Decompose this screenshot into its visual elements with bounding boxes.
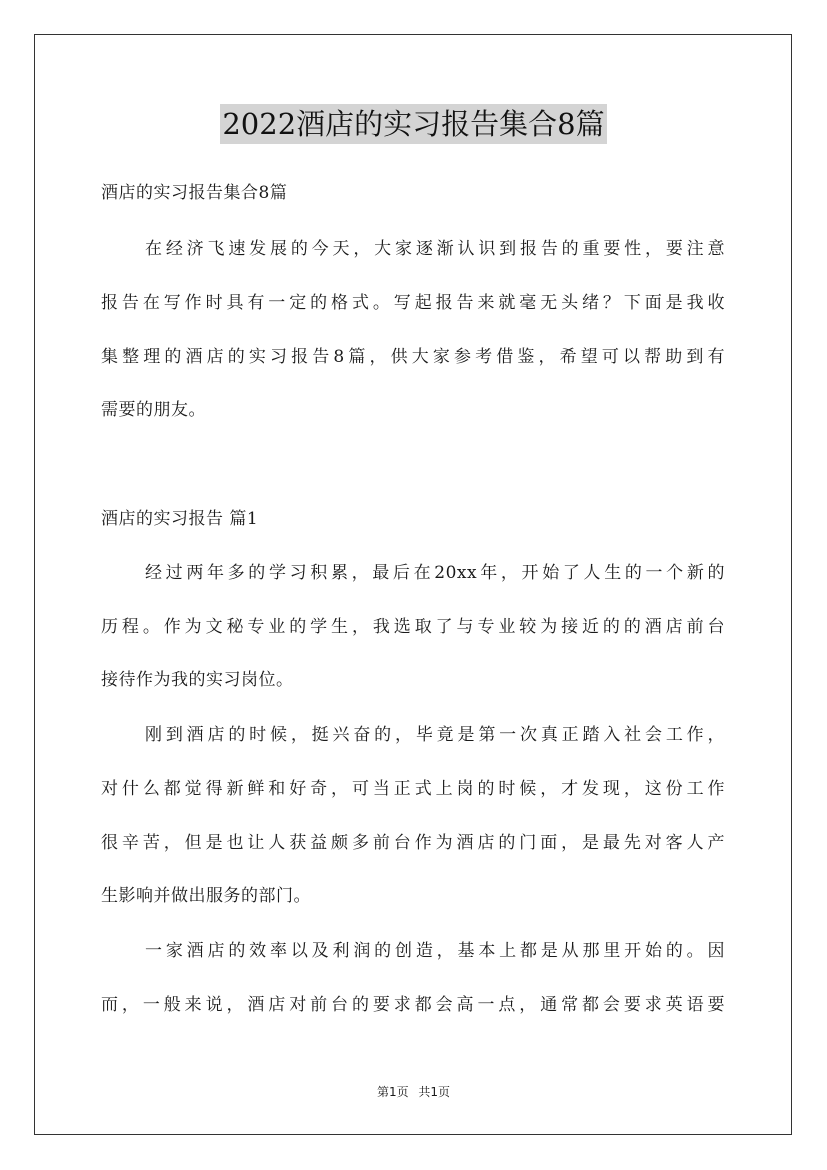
intro-line-2: 报告在写作时具有一定的格式。写起报告来就毫无头绪？下面是我收 [101, 293, 725, 313]
paragraph-3-line-1: 一家酒店的效率以及利润的创造，基本上都是从那里开始的。因 [145, 941, 725, 961]
page-total: 共1页 [418, 1085, 451, 1099]
intro-line-3: 集整理的酒店的实习报告8篇，供大家参考借鉴，希望可以帮助到有 [101, 347, 725, 367]
paragraph-3-line-2: 而，一般来说，酒店对前台的要求都会高一点，通常都会要求英语要 [101, 995, 725, 1015]
intro-line-4: 需要的朋友。 [101, 400, 206, 420]
section-heading: 酒店的实习报告 篇1 [101, 509, 259, 529]
paragraph-1-line-2: 历程。作为文秘专业的学生，我选取了与专业较为接近的的酒店前台 [101, 617, 725, 637]
subtitle: 酒店的实习报告集合8篇 [101, 183, 288, 203]
paragraph-1-line-1: 经过两年多的学习积累，最后在20xx年，开始了人生的一个新的 [145, 563, 725, 583]
paragraph-1-line-3: 接待作为我的实习岗位。 [101, 670, 294, 690]
intro-line-1: 在经济飞速发展的今天，大家逐渐认识到报告的重要性，要注意 [145, 239, 725, 259]
page-number: 第1页 [376, 1085, 409, 1099]
paragraph-2-line-3: 很辛苦，但是也让人获益颇多前台作为酒店的门面，是最先对客人产 [101, 833, 725, 853]
page-footer [0, 1084, 827, 1100]
title-container [0, 104, 827, 144]
document-title: 2022酒店的实习报告集合8篇 [220, 104, 606, 144]
paragraph-2-line-2: 对什么都觉得新鲜和好奇，可当正式上岗的时候，才发现，这份工作 [101, 779, 725, 799]
paragraph-2-line-1: 刚到酒店的时候，挺兴奋的，毕竟是第一次真正踏入社会工作， [145, 725, 725, 745]
paragraph-2-line-4: 生影响并做出服务的部门。 [101, 886, 311, 906]
